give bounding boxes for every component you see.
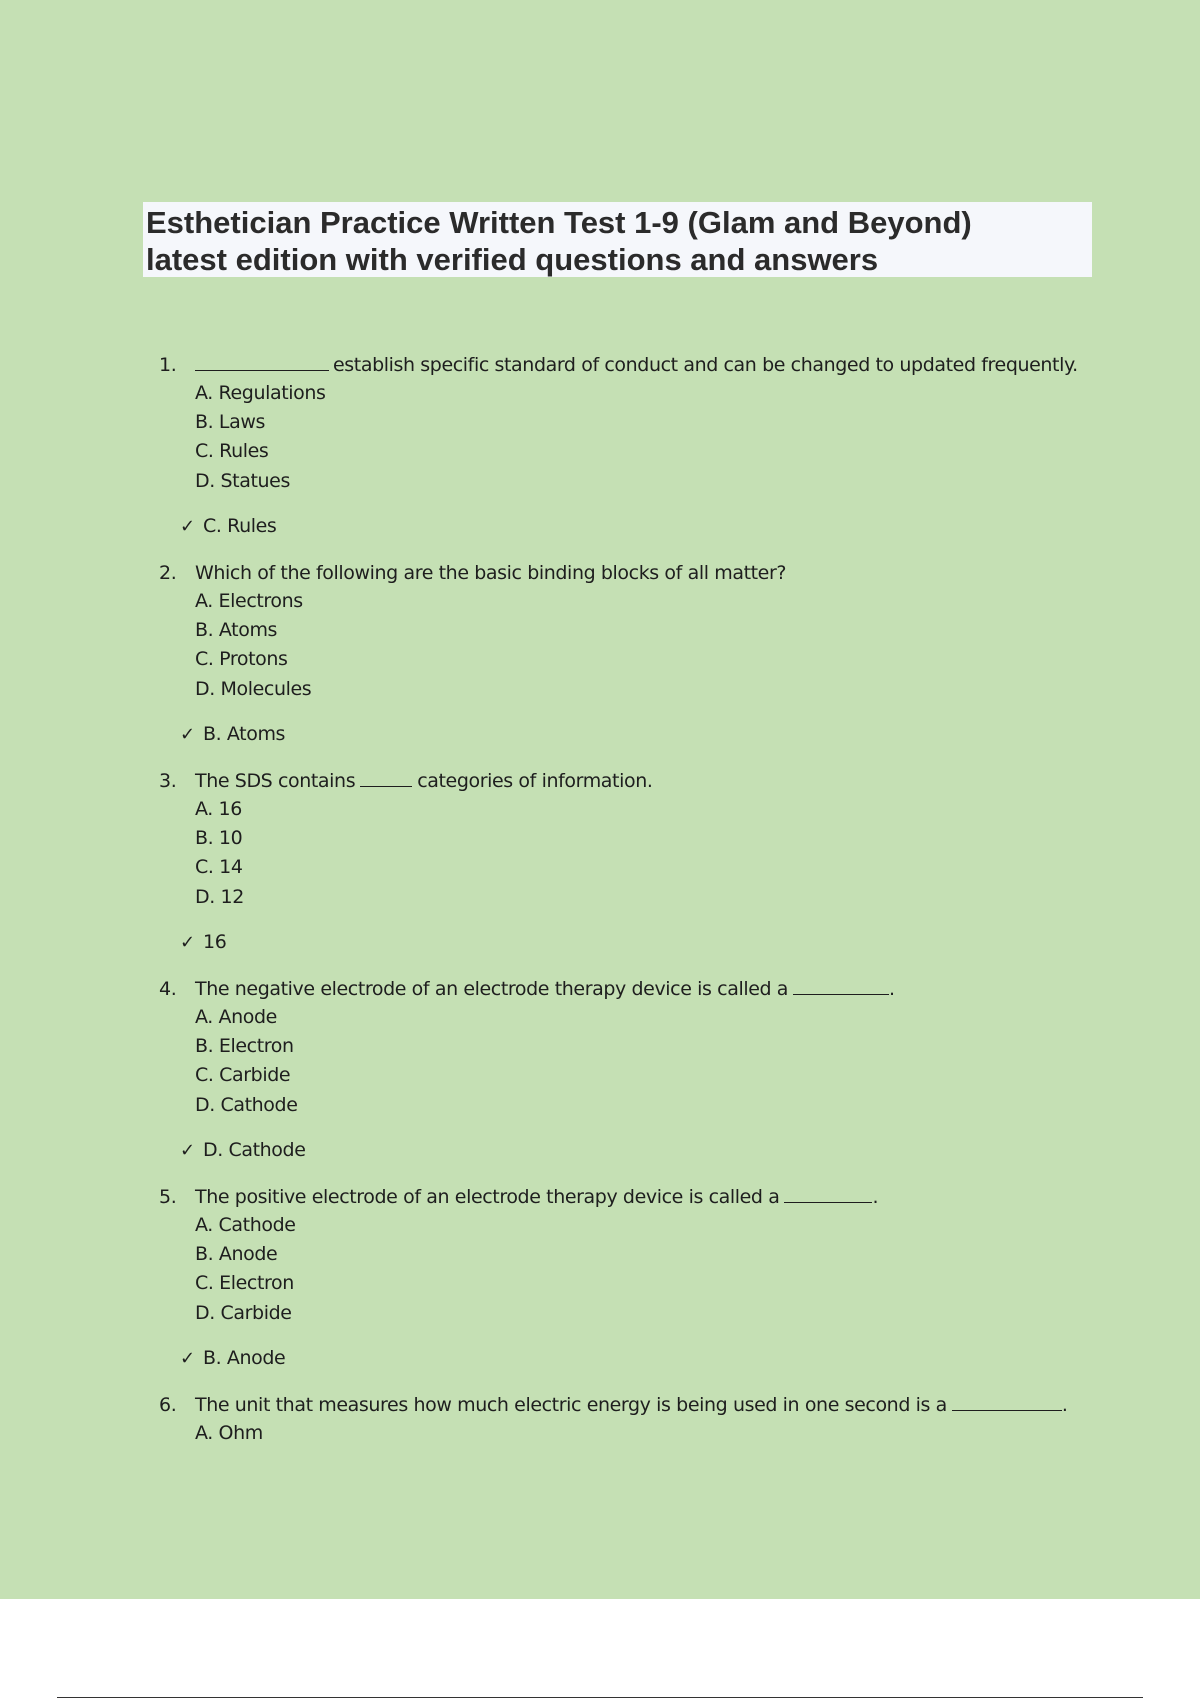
question-number: 1.	[159, 354, 177, 376]
question-text-after: establish specific standard of conduct and can be changed to updated frequently.	[333, 354, 1078, 376]
option-c: C. Protons	[195, 648, 288, 670]
option-a: A. Anode	[195, 1006, 277, 1028]
answer-text: B. Anode	[203, 1347, 286, 1369]
correct-answer	[180, 1345, 285, 1371]
answer-blank	[195, 353, 329, 371]
option-c: C. Carbide	[195, 1064, 291, 1086]
title-line-1: Esthetician Practice Written Test 1-9 (Glam and Beyond)	[146, 205, 972, 240]
answer-blank	[952, 1393, 1062, 1411]
answer-blank	[360, 769, 412, 787]
correct-answer	[180, 1137, 306, 1163]
option-d: D. 12	[195, 886, 244, 908]
option-b: B. Laws	[195, 411, 265, 433]
answer-text: D. Cathode	[203, 1139, 306, 1161]
option-c: C. Rules	[195, 440, 269, 462]
question-number: 5.	[159, 1186, 177, 1208]
check-icon: ✓	[180, 932, 195, 953]
correct-answer	[180, 929, 226, 955]
question-text-after: categories of information.	[417, 770, 653, 792]
check-icon: ✓	[180, 1140, 195, 1161]
question-text-after: .	[872, 1186, 879, 1208]
answer-text: B. Atoms	[203, 723, 286, 745]
option-a: A. Ohm	[195, 1422, 263, 1444]
check-icon: ✓	[180, 1348, 195, 1369]
option-b: B. Electron	[195, 1035, 294, 1057]
option-d: D. Molecules	[195, 678, 312, 700]
check-icon: ✓	[180, 516, 195, 537]
question-text-after: .	[1061, 1394, 1068, 1416]
correct-answer	[180, 513, 276, 539]
option-b: B. Anode	[195, 1243, 278, 1265]
question-text: Which of the following are the basic binding blocks of all matter?	[195, 562, 787, 584]
question-text	[195, 1184, 878, 1210]
question-text-before: The negative electrode of an electrode therapy device is called a	[195, 978, 789, 1000]
question-number: 2.	[159, 562, 177, 584]
answer-text: 16	[203, 931, 227, 953]
footer-divider	[57, 1697, 1143, 1698]
option-c: C. 14	[195, 856, 243, 878]
option-b: B. 10	[195, 827, 243, 849]
question-text	[195, 352, 1078, 378]
question-text-after: .	[889, 978, 895, 1000]
question-number: 4.	[159, 978, 177, 1000]
option-d: D. Cathode	[195, 1094, 298, 1116]
question-text	[195, 768, 653, 794]
option-d: D. Carbide	[195, 1302, 292, 1324]
option-a: A. 16	[195, 798, 242, 820]
option-a: A. Electrons	[195, 590, 303, 612]
question-number: 3.	[159, 770, 177, 792]
question-number: 6.	[159, 1394, 177, 1416]
option-d: D. Statues	[195, 470, 290, 492]
question-text-before: The SDS contains	[195, 770, 356, 792]
check-icon: ✓	[180, 724, 195, 745]
option-a: A. Cathode	[195, 1214, 296, 1236]
option-a: A. Regulations	[195, 382, 326, 404]
question-text	[195, 976, 895, 1002]
document-title	[143, 202, 1092, 277]
option-b: B. Atoms	[195, 619, 278, 641]
answer-text: C. Rules	[203, 515, 277, 537]
option-c: C. Electron	[195, 1272, 294, 1294]
question-text-before: The positive electrode of an electrode therapy device is called a	[195, 1186, 780, 1208]
answer-blank	[784, 1185, 872, 1203]
question-text-before: The unit that measures how much electric energy is being used in one second is a	[195, 1394, 947, 1416]
question-text	[195, 1392, 1068, 1418]
correct-answer	[180, 721, 285, 747]
title-line-2: latest edition with verified questions and answers	[146, 242, 879, 277]
answer-blank	[793, 977, 889, 995]
